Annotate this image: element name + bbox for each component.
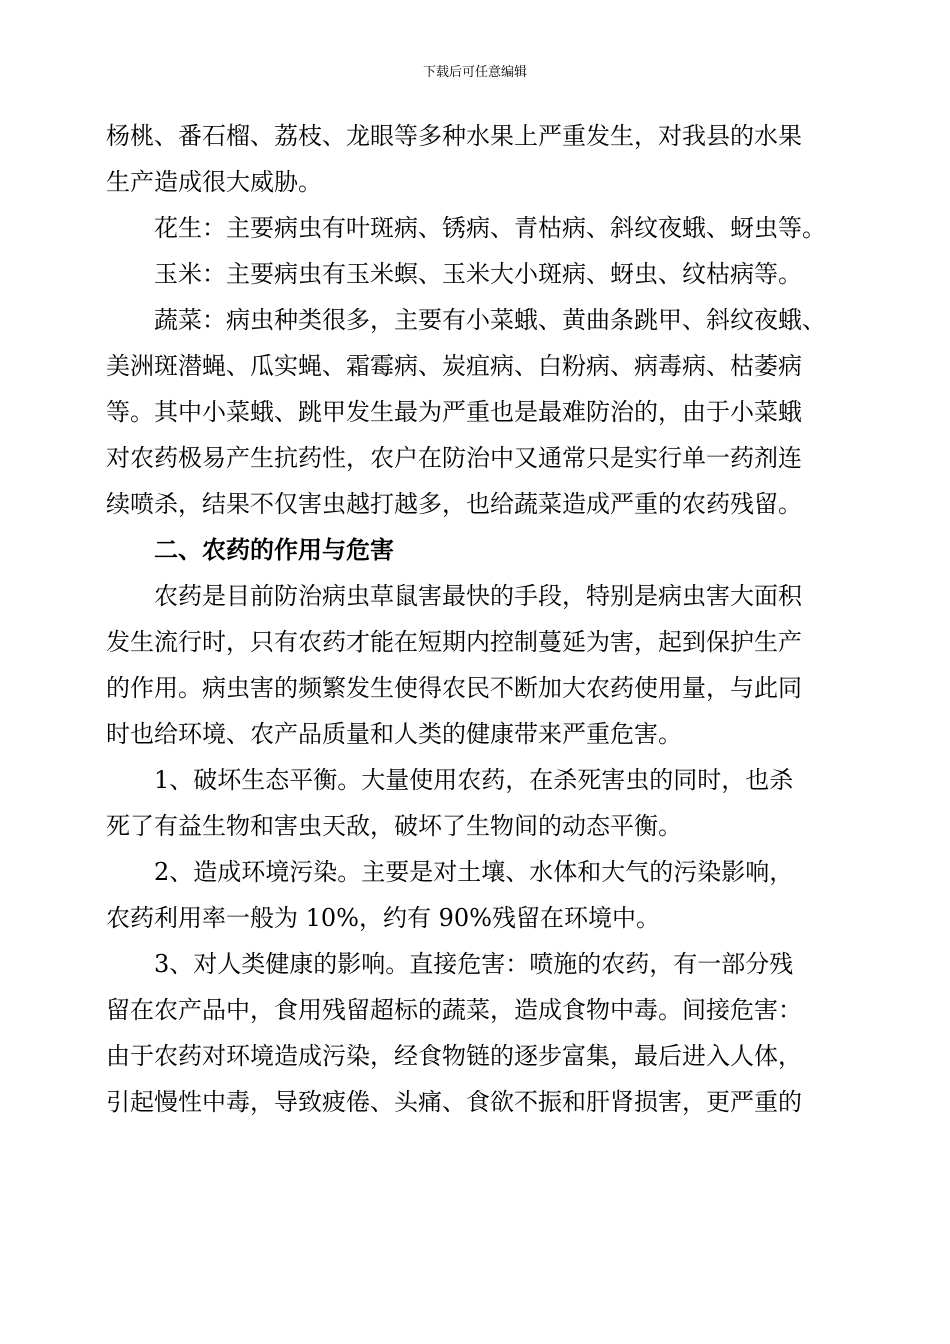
- text-line-1: 杨桃、番石榴、荔枝、龙眼等多种水果上严重发生，对我县的水果: [106, 122, 802, 150]
- text-line-11: 农药是目前防治病虫草鼠害最快的手段，特别是病虫害大面积: [154, 582, 802, 610]
- text-line-9: 续喷杀，结果不仅害虫越打越多，也给蔬菜造成严重的农药残留。: [106, 490, 802, 518]
- text-line-12: 发生流行时，只有农药才能在短期内控制蔓延为害，起到保护生产: [106, 628, 802, 656]
- text-line-15: 1、破坏生态平衡。大量使用农药，在杀死害虫的同时，也杀: [154, 766, 794, 794]
- text-line-6: 美洲斑潜蝇、瓜实蝇、霜霉病、炭疽病、白粉病、病毒病、枯萎病: [106, 352, 802, 380]
- document-body: [106, 113, 848, 1125]
- text-line-13: 的作用。病虫害的频繁发生使得农民不断加大农药使用量，与此同: [106, 674, 802, 702]
- text-line-16: 死了有益生物和害虫天敌，破坏了生物间的动态平衡。: [106, 812, 682, 840]
- text-line-22: 引起慢性中毒，导致疲倦、头痛、食欲不振和肝肾损害，更严重的: [106, 1088, 802, 1116]
- text-line-20: 留在农产品中，食用残留超标的蔬菜，造成食物中毒。间接危害：: [106, 996, 802, 1024]
- text-line-8: 对农药极易产生抗药性，农户在防治中又通常只是实行单一药剂连: [106, 444, 802, 472]
- text-line-5: 蔬菜：病虫种类很多，主要有小菜蛾、黄曲条跳甲、斜纹夜蛾、: [154, 306, 826, 334]
- text-line-18: 农药利用率一般为 10%，约有 90%残留在环境中。: [106, 904, 660, 932]
- section-heading: 二、农药的作用与危害: [154, 535, 394, 564]
- text-line-14: 时也给环境、农产品质量和人类的健康带来严重危害。: [106, 720, 682, 748]
- text-line-21: 由于农药对环境造成污染，经食物链的逐步富集，最后进入人体，: [106, 1042, 802, 1070]
- text-line-7: 等。其中小菜蛾、跳甲发生最为严重也是最难防治的，由于小菜蛾: [106, 398, 802, 426]
- text-line-17: 2、造成环境污染。主要是对土壤、水体和大气的污染影响，: [154, 858, 794, 886]
- page-header-note: 下载后可任意编辑: [422, 65, 527, 80]
- text-line-4: 玉米：主要病虫有玉米螟、玉米大小斑病、蚜虫、纹枯病等。: [154, 260, 802, 288]
- text-line-2: 生产造成很大威胁。: [106, 168, 322, 196]
- text-line-19: 3、对人类健康的影响。直接危害：喷施的农药，有一部分残: [154, 950, 794, 978]
- text-line-3: 花生：主要病虫有叶斑病、锈病、青枯病、斜纹夜蛾、蚜虫等。: [154, 214, 826, 242]
